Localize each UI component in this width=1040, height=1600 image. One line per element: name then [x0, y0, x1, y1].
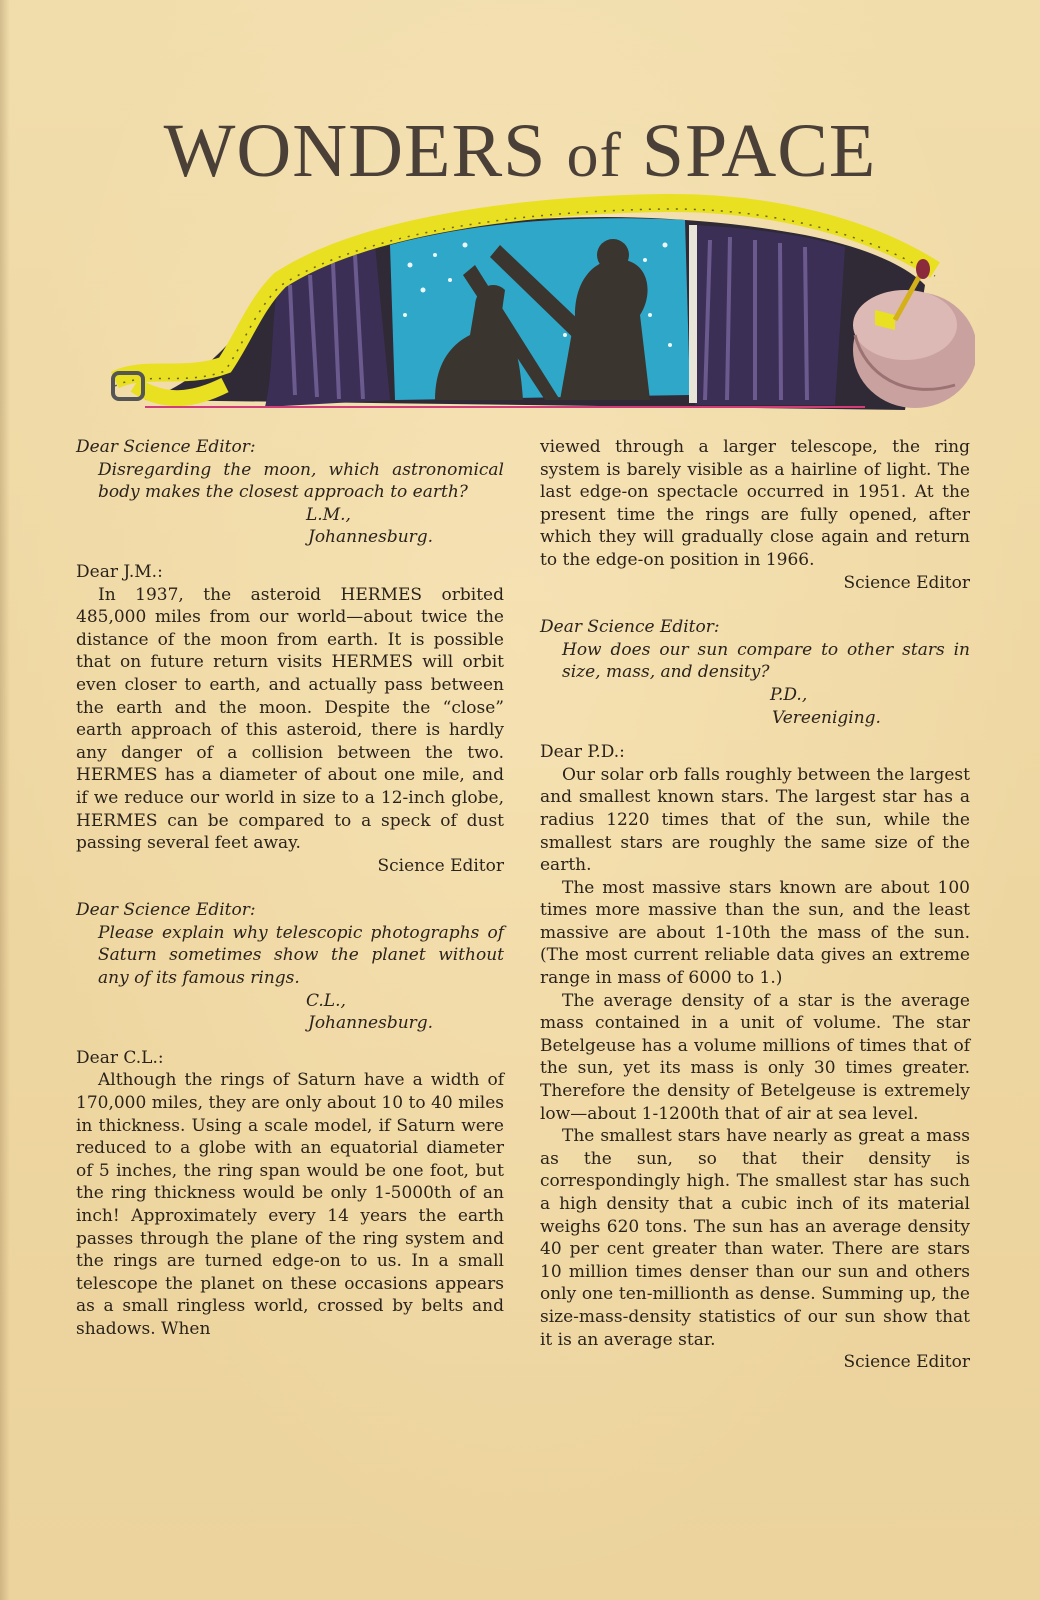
reply-1-signoff: Science Editor	[377, 855, 504, 876]
left-column	[76, 436, 504, 1341]
letter-3-salutation: Dear Science Editor:	[540, 617, 720, 638]
letter-2-initials: C.L.,	[306, 990, 346, 1011]
measuring-tape-illustration	[105, 185, 975, 425]
title-word-3: SPACE	[641, 109, 877, 193]
reply-2-signoff: Science Editor	[843, 572, 970, 593]
letter-1-question: Disregarding the moon, which astronomical body makes the closest approach to earth?	[98, 459, 504, 503]
letter-1-salutation: Dear Science Editor:	[76, 437, 256, 457]
letter-2-salutation: Dear Science Editor:	[76, 900, 256, 921]
letter-1-place: Johannesburg.	[308, 527, 434, 548]
letter-2-question: Please explain why telescopic photographs of Saturn sometimes show the planet without any of its famous rings.	[98, 922, 504, 989]
right-column	[540, 436, 970, 1374]
letter-3-question: How does our sun compare to other stars in size, mass, and density?	[562, 639, 970, 683]
reply-2-continuation: viewed through a larger telescope, the ring system is barely visible as a hairline of light. The last edge-on spectacle occurred in 1951. At the present time the rings are fully opened, after which they will gradually close again and return to the edge-on position in 1966.	[540, 437, 970, 570]
page-title	[0, 108, 1040, 195]
reply-3-paragraph-2: The most massive stars known are about 100 times more massive than the sun, and the least massive are about 1-10th the mass of the sun. (The most current reliable data gives an extreme range in mass of 6000 to 1.)	[540, 877, 970, 989]
letter-3-initials: P.D.,	[770, 684, 808, 705]
letter-3-place: Vereeniging.	[772, 707, 881, 728]
reply-3-signoff: Science Editor	[843, 1352, 970, 1373]
reply-2-salutation: Dear C.L.:	[76, 1047, 164, 1068]
reply-2-paragraph: Although the rings of Saturn have a width of 170,000 miles, they are only about 10 to 40 miles in thickness. Using a scale model, if Saturn were reduced to a globe with an equatorial diameter of 5 inches, the ring span would be one foot, but the ring thickness would be only 1-5000th of an inch! Approximately every 14 years the earth passes through the plane of the ring system and the rings are turned edge-on to us. In a small telescope the planet on these occasions appears as a small ringless world, crossed by belts and shadows. When	[76, 1070, 504, 1339]
page-fold-shadow	[0, 0, 10, 1600]
reply-1-paragraph: In 1937, the asteroid HERMES orbited 485,000 miles from our world—about twice the distance of the moon from earth. It is possible that on future return visits HERMES will orbit even closer to earth, and actually pass between the earth and the moon. Despite the “close” earth approach of this asteroid, there is hardly any danger of a collision between the two. HERMES has a diameter of about one mile, and if we reduce our world in size to a 12-inch globe, HERMES can be compared to a speck of dust passing several feet away.	[76, 584, 504, 854]
reply-1-salutation: Dear J.M.:	[76, 561, 163, 582]
reply-3-paragraph-4: The smallest stars have nearly as great a mass as the sun, so that their density is correspondingly high. The smallest star has such a high density that a cubic inch of its material weighs 620 tons. The sun has an average density 40 per cent greater than water. There are stars 10 million times denser than our sun and others only one ten-millionth as dense. Summing up, the size-mass-density statistics of our sun show that it is an average star.	[540, 1126, 970, 1350]
title-word-2: of	[566, 119, 622, 190]
reply-3-paragraph-3: The average density of a star is the average mass contained in a unit of volume. The star Betelgeuse has a volume millions of times that of the sun, yet its mass is only 30 times greater. Therefore the density of Betelgeuse is extremely low—about 1-1200th that of air at sea level.	[540, 990, 970, 1124]
reply-3-salutation: Dear P.D.:	[540, 742, 625, 763]
letter-2-place: Johannesburg.	[308, 1013, 434, 1034]
letter-1-initials: L.M.,	[306, 504, 351, 525]
title-word-1: WONDERS	[163, 109, 547, 193]
reply-3-paragraph-1: Our solar orb falls roughly between the largest and smallest known stars. The largest star has a radius 1220 times that of the sun, while the smallest stars are roughly the same size of the earth.	[540, 764, 970, 876]
